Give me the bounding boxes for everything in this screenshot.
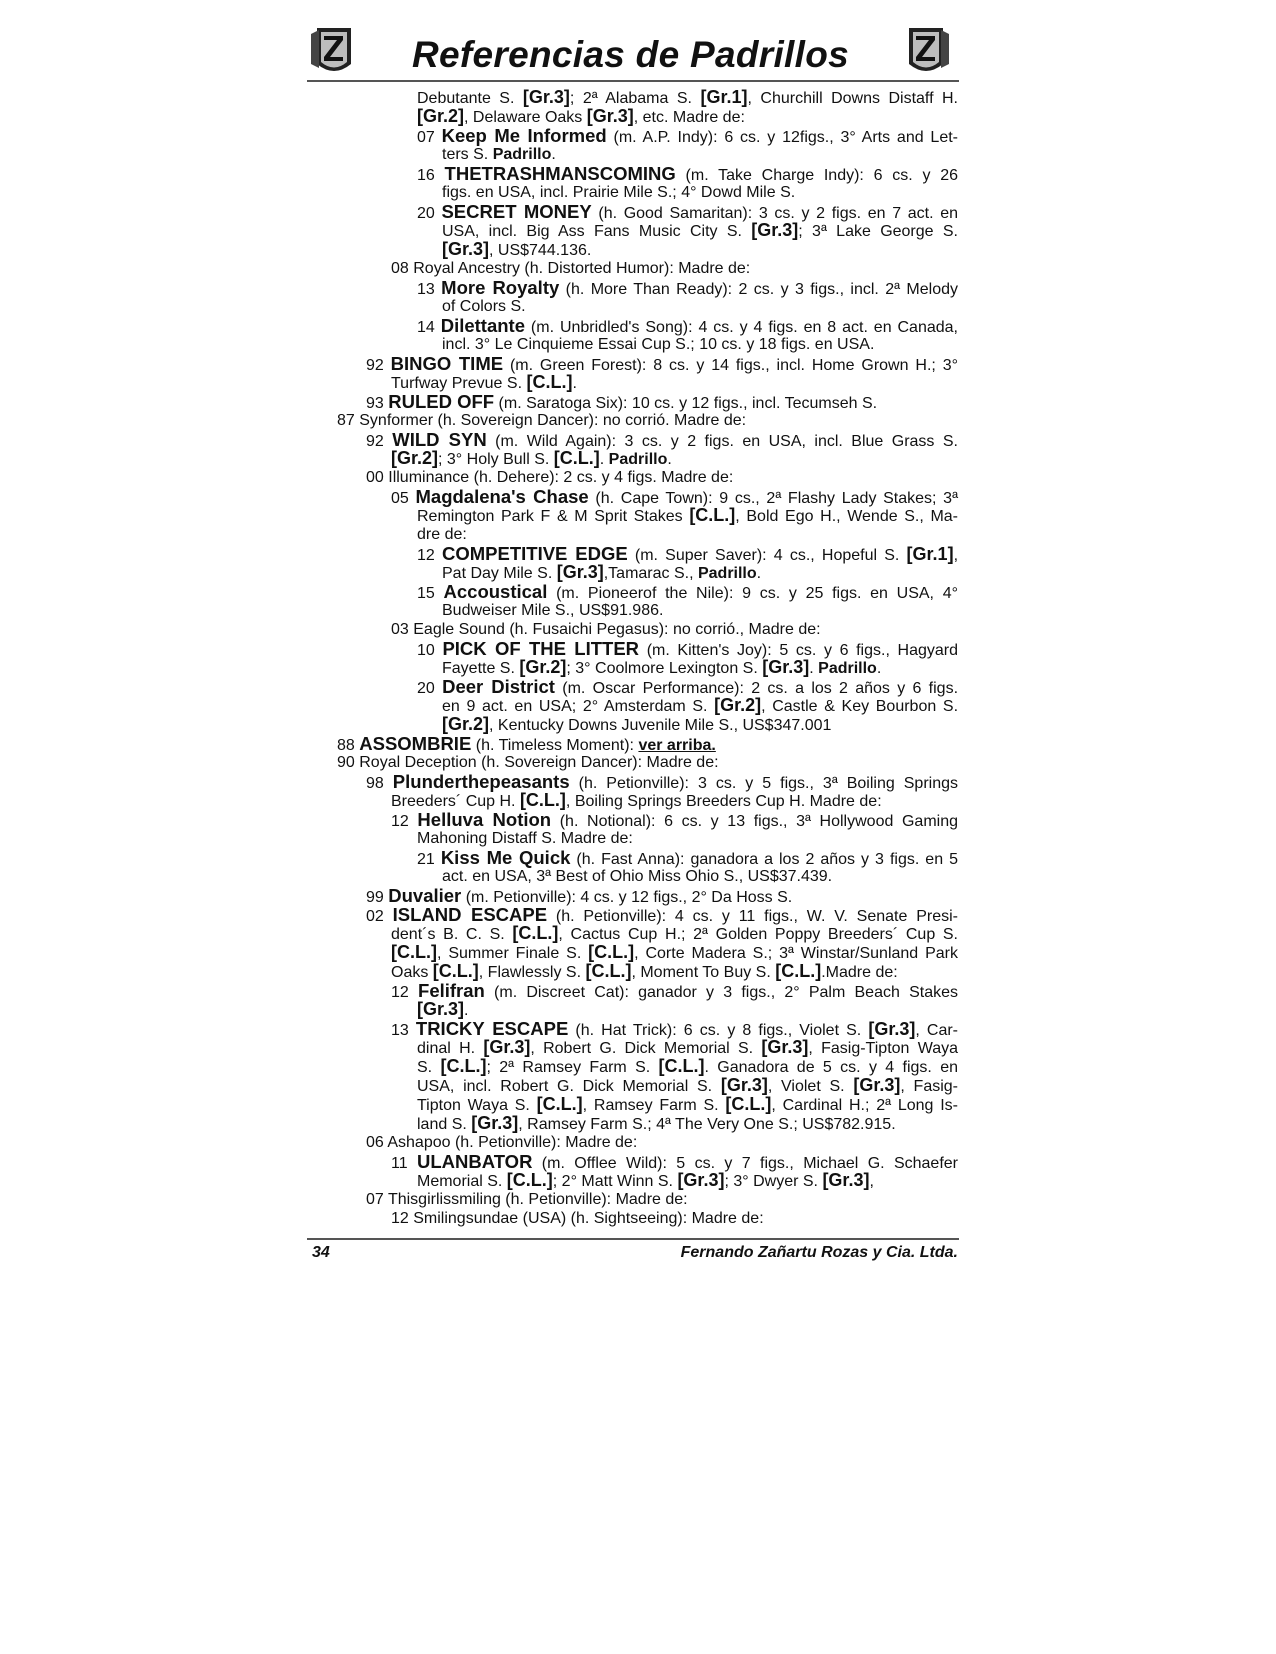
- text-line: [417, 506, 958, 525]
- horse-name: ULANBATOR: [416, 1151, 533, 1172]
- horse-name: RULED OFF: [388, 391, 495, 412]
- line-text: .: [756, 565, 762, 582]
- race-grade: [Gr.2]: [417, 106, 465, 126]
- line-text: ; 3° Holy Bull S.: [438, 451, 554, 468]
- text-line: [417, 1038, 958, 1057]
- line-text: , Corte Madera S.; 3ª Winstar/Sunland Park: [634, 945, 958, 962]
- race-grade: [Gr.3]: [483, 1037, 531, 1057]
- publisher-name: Fernando Zañartu Rozas y Cia. Ltda.: [680, 1244, 958, 1261]
- line-text: 12 Smilingsundae (USA) (h. Sightseeing): Madre de:: [391, 1210, 764, 1227]
- line-text: (m. A.P. Indy): 6 cs. y 12figs., 3° Arts and Let-: [606, 129, 958, 146]
- race-grade: [Gr.2]: [519, 657, 567, 677]
- text-line: [417, 1057, 958, 1076]
- line-text: (h. More Than Ready): 2 cs. y 3 figs., incl. 2ª Melody: [559, 281, 958, 298]
- line-text: 06 Ashapoo (h. Petionville): Madre de:: [366, 1134, 638, 1151]
- horse-name: Felifran: [418, 980, 485, 1001]
- line-text: 03 Eagle Sound (h. Fusaichi Pegasus): no corrió., Madre de:: [391, 621, 821, 638]
- text-line: [417, 107, 958, 126]
- race-grade: [C.L.]: [536, 1094, 583, 1114]
- line-text: Budweiser Mile S., US$91.986.: [442, 602, 664, 619]
- race-grade: [C.L.]: [391, 942, 437, 962]
- race-grade: [C.L.]: [775, 961, 822, 981]
- line-text: 92: [366, 357, 391, 374]
- line-text: Debutante S.: [417, 90, 523, 107]
- line-text: , Summer Finale S.: [436, 945, 589, 962]
- line-text: (m. Oscar Performance): 2 cs. a los 2 años y 6 figs.: [554, 680, 959, 697]
- line-text: ; 2ª Ramsey Farm S.: [486, 1059, 659, 1076]
- line-text: Tipton Waya S.: [417, 1097, 537, 1114]
- header-rule: [307, 80, 959, 82]
- line-text: .: [551, 146, 556, 163]
- text-line: [442, 297, 958, 316]
- line-text: .: [876, 660, 882, 677]
- line-text: , Car-: [915, 1022, 958, 1039]
- race-grade: [C.L.]: [585, 961, 632, 981]
- text-line: [366, 1133, 958, 1152]
- text-line: [417, 677, 958, 696]
- line-text: , Fasig-: [900, 1078, 959, 1095]
- line-text: 13: [391, 1022, 416, 1039]
- text-line: [366, 430, 958, 449]
- line-text: 05: [391, 490, 416, 507]
- line-text: 08 Royal Ancestry (h. Distorted Humor): Madre de:: [391, 260, 751, 277]
- horse-name: BINGO TIME: [390, 353, 504, 374]
- text-line: [391, 259, 958, 278]
- line-text: 12: [391, 984, 419, 1001]
- line-text: (h. Cape Town): 9 cs., 2ª Flashy Lady Stakes; 3ª: [588, 490, 958, 507]
- text-line: [391, 810, 958, 829]
- text-line: [417, 1095, 958, 1114]
- line-text: , Ramsey Farm S.: [582, 1097, 726, 1114]
- line-text: .: [572, 375, 577, 392]
- text-line: [442, 658, 958, 677]
- text-line: [366, 1190, 958, 1209]
- text-line: [442, 696, 958, 715]
- text-line: [417, 848, 958, 867]
- line-text: (m. Petionville): 4 cs. y 12 figs., 2° Da Hoss S.: [461, 889, 793, 906]
- horse-name: Deer District: [442, 676, 555, 697]
- line-text: 14: [417, 319, 441, 336]
- horse-name: Keep Me Informed: [441, 125, 607, 146]
- line-text: Turfway Prevue S.: [391, 375, 527, 392]
- horse-name: Plunderthepeasants: [392, 771, 570, 792]
- line-text: dre de:: [417, 526, 467, 543]
- horse-name: Magdalena's Chase: [415, 486, 589, 507]
- text-line: [337, 753, 958, 772]
- line-text: Fayette S.: [442, 660, 520, 677]
- line-text: 11: [391, 1155, 417, 1172]
- race-grade: [Gr.3]: [586, 106, 634, 126]
- text-line: [417, 639, 958, 658]
- text-line: [442, 240, 958, 259]
- line-text: Remington Park F & M Sprit Stakes: [417, 508, 690, 525]
- horse-name: ISLAND ESCAPE: [392, 904, 548, 925]
- ribbon-z-emblem-icon: [307, 24, 357, 78]
- line-text: Memorial S.: [417, 1173, 507, 1190]
- text-line: [417, 126, 958, 145]
- text-line: [417, 278, 958, 297]
- text-line: [366, 886, 958, 905]
- line-text: , Flawlessly S.: [478, 964, 586, 981]
- line-text: USA, incl. Robert G. Dick Memorial S.: [417, 1078, 721, 1095]
- line-text: 93: [366, 395, 389, 412]
- page-title: Referencias de Padrillos: [412, 34, 849, 75]
- line-text: .Madre de:: [821, 964, 898, 981]
- line-text: (m. Super Saver): 4 cs., Hopeful S.: [627, 547, 907, 564]
- line-text: of Colors S.: [442, 298, 526, 315]
- line-text: , Moment To Buy S.: [631, 964, 776, 981]
- sire-note: Padrillo: [492, 146, 552, 163]
- line-text: dent´s B. C. S.: [391, 926, 513, 943]
- text-line: [391, 1209, 958, 1228]
- line-text: figs. en USA, incl. Prairie Mile S.; 4° Dowd Mile S.: [442, 184, 796, 201]
- line-text: , Kentucky Downs Juvenile Mile S., US$347.001: [489, 717, 832, 734]
- race-grade: [Gr.3]: [417, 999, 465, 1019]
- text-line: [417, 1076, 958, 1095]
- line-text: (h. Timeless Moment):: [471, 737, 639, 754]
- cross-reference: ver arriba.: [638, 737, 716, 754]
- race-grade: [Gr.3]: [853, 1075, 901, 1095]
- text-line: [337, 734, 958, 753]
- text-line: [391, 943, 958, 962]
- race-grade: [Gr.3]: [522, 87, 570, 107]
- text-line: [442, 221, 958, 240]
- page-number: 34: [312, 1244, 330, 1261]
- horse-name: SECRET MONEY: [441, 201, 592, 222]
- text-line: [417, 164, 958, 183]
- text-line: [417, 88, 958, 107]
- sire-note: Padrillo: [818, 660, 877, 677]
- race-grade: [Gr.3]: [556, 562, 604, 582]
- line-text: (h. Petionville): 4 cs. y 11 figs., W. V. Senate Presi-: [547, 908, 958, 925]
- line-text: ; 2ª Alabama S.: [569, 90, 701, 107]
- text-line: [442, 145, 958, 164]
- race-grade: [Gr.3]: [762, 657, 810, 677]
- race-grade: [Gr.3]: [677, 1170, 725, 1190]
- line-text: land S.: [417, 1116, 472, 1133]
- line-text: (m. Discreet Cat): ganador y 3 figs., 2° Palm Beach Stakes: [484, 984, 958, 1001]
- line-text: 12: [391, 813, 418, 830]
- horse-name: ASSOMBRIE: [359, 733, 472, 754]
- line-text: USA, incl. Big Ass Fans Music City S.: [442, 223, 752, 240]
- horse-name: THETRASHMANSCOMING: [444, 163, 676, 184]
- line-text: Pat Day Mile S.: [442, 565, 557, 582]
- line-text: (m. Saratoga Six): 10 cs. y 12 figs., incl. Tecumseh S.: [494, 395, 878, 412]
- line-text: , Castle & Key Bourbon S.: [761, 698, 959, 715]
- text-line: [417, 525, 958, 544]
- line-text: .: [464, 1002, 469, 1019]
- text-line: [442, 335, 958, 354]
- line-text: act. en USA, 3ª Best of Ohio Miss Ohio S., US$37.439.: [442, 868, 833, 885]
- text-line: [391, 373, 958, 392]
- line-text: , Delaware Oaks: [464, 109, 587, 126]
- text-line: [417, 1000, 958, 1019]
- line-text: (m. Offlee Wild): 5 cs. y 7 figs., Michael G. Schaefer: [532, 1155, 958, 1172]
- line-text: (m. Green Forest): 8 cs. y 14 figs., incl. Home Grown H.; 3°: [503, 357, 958, 374]
- text-line: [391, 1019, 958, 1038]
- race-grade: [C.L.]: [658, 1056, 705, 1076]
- line-text: , Ramsey Farm S.; 4ª The Very One S.; US$782.915.: [518, 1116, 896, 1133]
- line-text: (h. Notional): 6 cs. y 13 figs., 3ª Hollywood Gaming: [551, 813, 959, 830]
- line-text: en 9 act. en USA; 2° Amsterdam S.: [442, 698, 715, 715]
- line-text: , Cardinal H.; 2ª Long Is-: [771, 1097, 958, 1114]
- line-text: , Churchill Downs Distaff H.: [747, 90, 958, 107]
- line-text: 10: [417, 642, 443, 659]
- text-line: [442, 563, 958, 582]
- race-grade: [Gr.3]: [471, 1113, 519, 1133]
- horse-name: COMPETITIVE EDGE: [441, 543, 628, 564]
- text-line: [366, 905, 958, 924]
- line-text: 00 Illuminance (h. Dehere): 2 cs. y 4 figs. Madre de:: [366, 469, 734, 486]
- line-text: Breeders´ Cup H.: [391, 793, 520, 810]
- footer-rule: [307, 1238, 959, 1240]
- line-text: . Ganadora de 5 cs. y 4 figs. en: [704, 1059, 959, 1076]
- line-text: 87 Synformer (h. Sovereign Dancer): no corrió. Madre de:: [337, 412, 747, 429]
- line-text: (m. Take Charge Indy): 6 cs. y 26: [675, 167, 958, 184]
- race-grade: [C.L.]: [725, 1094, 772, 1114]
- line-text: 20: [417, 680, 443, 697]
- horse-name: WILD SYN: [392, 429, 487, 450]
- text-line: [391, 962, 958, 981]
- race-grade: [C.L.]: [512, 923, 559, 943]
- race-grade: [Gr.3]: [822, 1170, 870, 1190]
- line-text: Mahoning Distaff S. Madre de:: [417, 830, 633, 847]
- line-text: ; 2° Matt Winn S.: [552, 1173, 678, 1190]
- line-text: 12: [417, 547, 442, 564]
- line-text: , US$744.136.: [489, 242, 592, 259]
- horse-name: More Royalty: [441, 277, 560, 298]
- sire-note: Padrillo: [697, 565, 757, 582]
- text-line: [391, 487, 958, 506]
- line-text: 88: [337, 737, 360, 754]
- text-line: [391, 1152, 958, 1171]
- line-text: ; 3° Dwyer S.: [724, 1173, 823, 1190]
- line-text: 02: [366, 908, 393, 925]
- text-line: [442, 183, 958, 202]
- line-text: ,: [953, 547, 959, 564]
- race-grade: [Gr.3]: [720, 1075, 768, 1095]
- horse-name: Accoustical: [443, 581, 548, 602]
- line-text: (h. Petionville): 3 cs. y 5 figs., 3ª Boiling Springs: [569, 775, 958, 792]
- text-line: [417, 1114, 958, 1133]
- race-grade: [Gr.3]: [751, 220, 799, 240]
- race-grade: [C.L.]: [432, 961, 479, 981]
- text-line: [442, 867, 958, 886]
- line-text: , Boiling Springs Breeders Cup H. Madre de:: [565, 793, 882, 810]
- line-text: , Cactus Cup H.; 2ª Golden Poppy Breeders´ Cup S.: [558, 926, 959, 943]
- text-line: [391, 620, 958, 639]
- line-text: , Fasig-Tipton Waya: [808, 1040, 959, 1057]
- line-text: .: [809, 660, 819, 677]
- line-text: , Robert G. Dick Memorial S.: [530, 1040, 762, 1057]
- line-text: ,Tamarac S.,: [603, 565, 698, 582]
- text-line: [337, 411, 958, 430]
- line-text: (m. Kitten's Joy): 5 cs. y 6 figs., Hagyard: [639, 642, 958, 659]
- text-line: [442, 715, 958, 734]
- horse-name: Kiss Me Quick: [440, 847, 571, 868]
- text-line: [417, 544, 958, 563]
- race-grade: [Gr.1]: [700, 87, 748, 107]
- race-grade: [C.L.]: [519, 790, 566, 810]
- text-line: [442, 601, 958, 620]
- ribbon-z-emblem-icon: [903, 24, 953, 78]
- line-text: ; 3ª Lake George S.: [798, 223, 958, 240]
- line-text: .: [599, 451, 609, 468]
- text-line: [391, 791, 958, 810]
- text-line: [366, 392, 958, 411]
- text-line: [417, 1171, 958, 1190]
- line-text: ; 3° Coolmore Lexington S.: [566, 660, 763, 677]
- line-text: ,: [869, 1173, 874, 1190]
- line-text: 07: [417, 129, 442, 146]
- text-line: [391, 449, 958, 468]
- line-text: 20: [417, 205, 442, 222]
- race-grade: [C.L.]: [553, 448, 600, 468]
- line-text: 92: [366, 433, 393, 450]
- sire-note: Padrillo: [608, 451, 668, 468]
- race-grade: [Gr.1]: [906, 544, 954, 564]
- race-grade: [C.L.]: [526, 372, 573, 392]
- text-line: [417, 829, 958, 848]
- race-grade: [Gr.2]: [391, 448, 439, 468]
- race-grade: [C.L.]: [689, 505, 736, 525]
- line-text: (m. Unbridled's Song): 4 cs. y 4 figs. en 8 act. en Canada,: [525, 319, 958, 336]
- race-grade: [C.L.]: [440, 1056, 487, 1076]
- line-text: dinal H.: [417, 1040, 484, 1057]
- line-text: 90 Royal Deception (h. Sovereign Dancer): Madre de:: [337, 754, 719, 771]
- text-line: [391, 924, 958, 943]
- line-text: (h. Good Samaritan): 3 cs. y 2 figs. en 7 act. en: [591, 205, 958, 222]
- line-text: 21: [417, 851, 441, 868]
- line-text: .: [667, 451, 672, 468]
- line-text: 15: [417, 585, 444, 602]
- line-text: 07 Thisgirlissmiling (h. Petionville): Madre de:: [366, 1191, 688, 1208]
- line-text: (m. Pioneerof the Nile): 9 cs. y 25 figs. en USA, 4°: [547, 585, 958, 602]
- line-text: , Violet S.: [767, 1078, 854, 1095]
- line-text: , etc. Madre de:: [633, 109, 745, 126]
- race-grade: [Gr.3]: [761, 1037, 809, 1057]
- race-grade: [Gr.2]: [442, 714, 490, 734]
- race-grade: [Gr.3]: [868, 1019, 916, 1039]
- page-header: [307, 22, 959, 84]
- line-text: 98: [366, 775, 393, 792]
- line-text: (h. Fast Anna): ganadora a los 2 años y 3 figs. en 5: [570, 851, 959, 868]
- line-text: , Bold Ego H., Wende S., Ma-: [735, 508, 959, 525]
- race-grade: [C.L.]: [506, 1170, 553, 1190]
- line-text: S.: [417, 1059, 441, 1076]
- line-text: ters S.: [442, 146, 493, 163]
- line-text: 16: [417, 167, 445, 184]
- text-line: [366, 772, 958, 791]
- text-line: [366, 468, 958, 487]
- line-text: incl. 3° Le Cinquieme Essai Cup S.; 10 cs. y 18 figs. en USA.: [442, 336, 875, 353]
- horse-name: Dilettante: [440, 315, 526, 336]
- line-text: 99: [366, 889, 389, 906]
- race-grade: [Gr.2]: [714, 695, 762, 715]
- line-text: (m. Wild Again): 3 cs. y 2 figs. en USA, incl. Blue Grass S.: [486, 433, 958, 450]
- race-grade: [C.L.]: [588, 942, 635, 962]
- race-grade: [Gr.3]: [442, 239, 490, 259]
- text-line: [417, 202, 958, 221]
- line-text: (h. Hat Trick): 6 cs. y 8 figs., Violet S.: [568, 1022, 869, 1039]
- line-text: 13: [417, 281, 442, 298]
- horse-name: PICK OF THE LITTER: [442, 638, 640, 659]
- text-line: [417, 316, 958, 335]
- text-line: [417, 582, 958, 601]
- horse-name: Helluva Notion: [417, 809, 552, 830]
- line-text: Oaks: [391, 964, 433, 981]
- horse-name: TRICKY ESCAPE: [415, 1018, 569, 1039]
- text-line: [366, 354, 958, 373]
- text-line: [391, 981, 958, 1000]
- horse-name: Duvalier: [388, 885, 462, 906]
